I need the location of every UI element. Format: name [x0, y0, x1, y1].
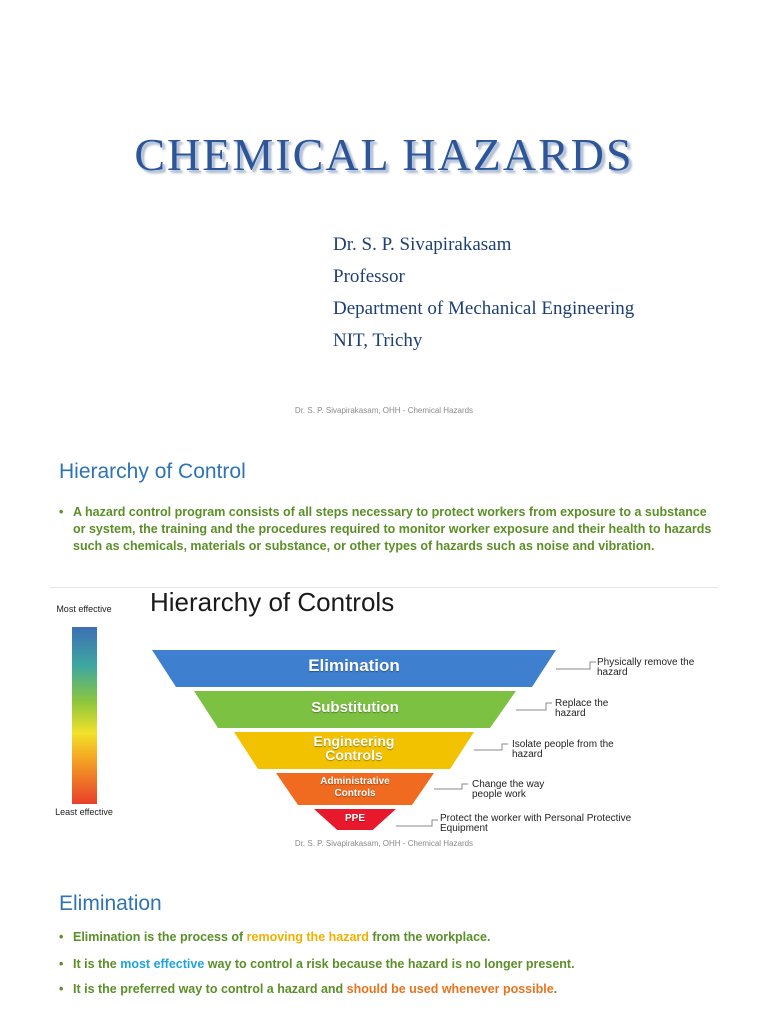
- bullet-text: Elimination is the process of: [73, 930, 247, 944]
- connector-line: [556, 662, 596, 669]
- bullet-text: A hazard control program consists of all steps necessary to protect workers from exposure to a substance or system, the training and the procedures required to monitor worker exposure and their health to hazards such as chemicals, materials or substance, or other types of hazards such as noise and vibration.: [73, 505, 712, 553]
- connector-line: [474, 744, 508, 750]
- tier-desc-substitution: Replace the hazard: [555, 698, 609, 719]
- tier-desc-administrative: Change the way people work: [472, 779, 545, 800]
- connector-line: [434, 784, 468, 789]
- connector-line: [396, 820, 438, 826]
- author-institute: NIT, Trichy: [333, 330, 423, 351]
- tier-label-substitution: Substitution: [311, 699, 399, 716]
- title-slide: [0, 0, 768, 430]
- bullet-point: [59, 929, 715, 946]
- author-position: Professor: [333, 266, 405, 287]
- elimination-slide: [0, 860, 768, 1024]
- slide-heading: Hierarchy of Control: [59, 460, 246, 483]
- bullet-point: [59, 504, 715, 555]
- slide-footer: Dr. S. P. Sivapirakasam, OHH - Chemical Hazards: [294, 839, 474, 848]
- bullet-text: from the workplace.: [368, 930, 491, 944]
- hierarchy-slide: [0, 430, 768, 860]
- slide-heading: Elimination: [59, 892, 162, 915]
- least-effective-label: Least effective: [55, 807, 113, 817]
- bullet-icon: •: [59, 505, 64, 519]
- bullet-icon: •: [59, 982, 64, 996]
- bullet-text: It is the: [73, 957, 121, 971]
- tier-desc-elimination: Physically remove the hazard: [597, 657, 695, 678]
- tier-desc-engineering: Isolate people from the hazard: [512, 739, 614, 760]
- most-effective-label: Most effective: [56, 604, 112, 614]
- connector-line: [516, 703, 552, 710]
- bullet-icon: •: [59, 930, 64, 944]
- author-block: [333, 229, 634, 357]
- bullet-text: .: [553, 982, 558, 996]
- tier-label-ppe: PPE: [344, 813, 365, 824]
- diagram-title: Hierarchy of Controls: [150, 587, 395, 617]
- presentation-title: CHEMICAL HAZARDS: [134, 129, 634, 180]
- bullet-icon: •: [59, 957, 64, 971]
- bullet-text: way to control a risk because the hazard is no longer present.: [204, 957, 575, 971]
- tier-label-administrative: Administrative Controls: [320, 776, 390, 799]
- tier-desc-ppe: Protect the worker with Personal Protective Equipment: [440, 813, 632, 834]
- highlight-text: removing the hazard: [246, 930, 369, 944]
- highlight-text: should be used whenever possible: [346, 982, 554, 996]
- author-department: Department of Mechanical Engineering: [333, 298, 635, 319]
- slide-footer: Dr. S. P. Sivapirakasam, OHH - Chemical Hazards: [294, 406, 474, 415]
- bullet-text: It is the preferred way to control a hazard and: [73, 982, 347, 996]
- bullet-point: [59, 981, 715, 998]
- tier-label-elimination: Elimination: [308, 656, 400, 675]
- tier-label-engineering: Engineering Controls: [313, 733, 395, 763]
- hierarchy-diagram: [50, 587, 718, 834]
- author-name: Dr. S. P. Sivapirakasam: [333, 234, 512, 255]
- bullet-point: [59, 956, 715, 973]
- highlight-text: most effective: [120, 957, 205, 971]
